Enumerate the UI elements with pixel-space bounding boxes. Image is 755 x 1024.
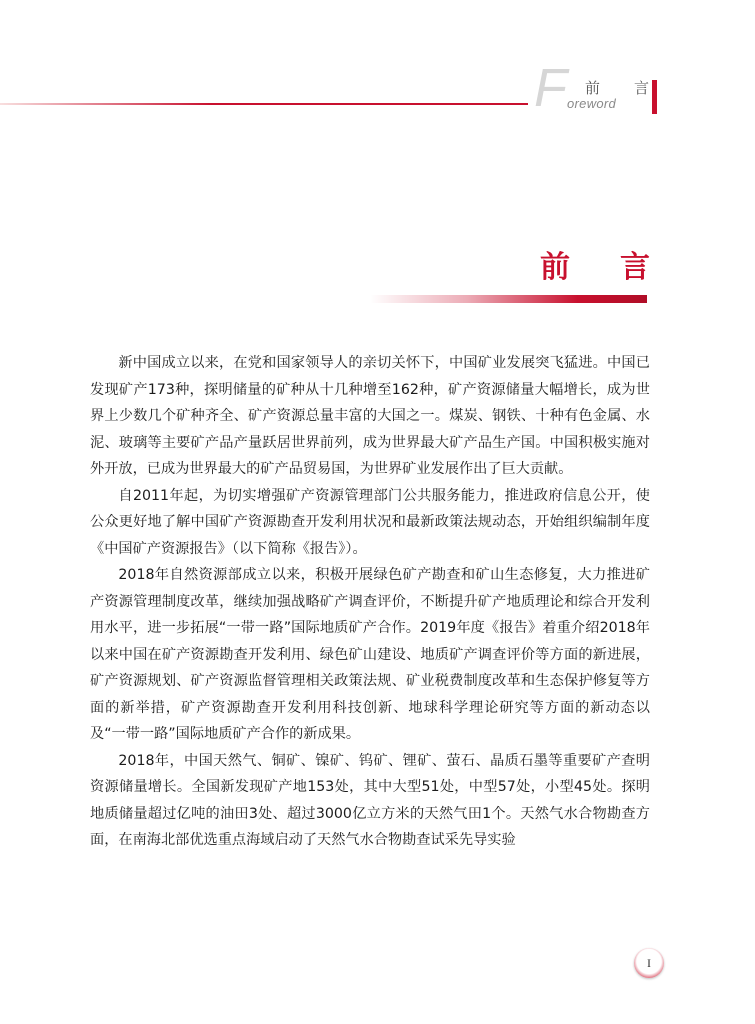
page-number-badge — [634, 948, 664, 978]
paragraph-3: 2018年自然资源部成立以来，积极开展绿色矿产勘查和矿山生态修复，大力推进矿产资源管理制度改革，继续加强战略矿产调查评价，不断提升矿产地质理论和综合开发利用水平，进一步拓展“一带一路”国际地质矿产合作。2019年度《报告》着重介绍2018年以来中国在矿产资源勘查开发利用、绿色矿山建设、地质矿产调查评价等方面的新进展，矿产资源规划、矿产资源监督管理相关政策法规、矿业税费制度改革和生态保护修复等方面的新举措，矿产资源勘查开发利用科技创新、地球科学理论研究等方面的新动态以及“一带一路”国际地质矿产合作的新成果。 — [90, 567, 650, 742]
body-text — [90, 350, 650, 854]
paragraph-2: 自2011年起，为切实增强矿产资源管理部门公共服务能力，推进政府信息公开，使公众更好地了解中国矿产资源勘查开发利用状况和最新政策法规动态，开始组织编制年度《中国矿产资源报告》（以下简称《报告》）。 — [90, 487, 650, 557]
header-accent-bar — [652, 80, 657, 114]
header-initial: F — [534, 58, 567, 118]
header-section-name — [585, 78, 649, 98]
header-word: oreword — [567, 96, 617, 111]
title-underline — [370, 295, 647, 303]
title-char-2: 言 — [620, 250, 650, 285]
page-title — [540, 246, 650, 290]
paragraph-4: 2018年，中国天然气、铜矿、镍矿、钨矿、锂矿、萤石、晶质石墨等重要矿产查明资源储量增长。全国新发现矿产地153处，其中大型51处，中型57处，小型45处。探明地质储量超过亿吨的油田3处、超过3000亿立方米的天然气田1个。天然气水合物勘查方面，在南海北部优选重点海域启动了天然气水合物勘查试采先导实验 — [90, 752, 650, 848]
title-char-1: 前 — [540, 250, 570, 285]
header-rule — [0, 103, 528, 105]
paragraph-1: 新中国成立以来，在党和国家领导人的亲切关怀下，中国矿业发展突飞猛进。中国已发现矿产173种，探明储量的矿种从十几种增至162种，矿产资源储量大幅增长，成为世界上少数几个矿种齐全、矿产资源总量丰富的大国之一。煤炭、钢铁、十种有色金属、水泥、玻璃等主要矿产品产量跃居世界前列，成为世界最大矿产品生产国。中国积极实施对外开放，已成为世界最大的矿产品贸易国，为世界矿业发展作出了巨大贡献。 — [90, 355, 650, 477]
page-number: I — [647, 955, 651, 970]
header-char-1: 前 — [585, 79, 601, 97]
header-char-2: 言 — [633, 79, 649, 97]
